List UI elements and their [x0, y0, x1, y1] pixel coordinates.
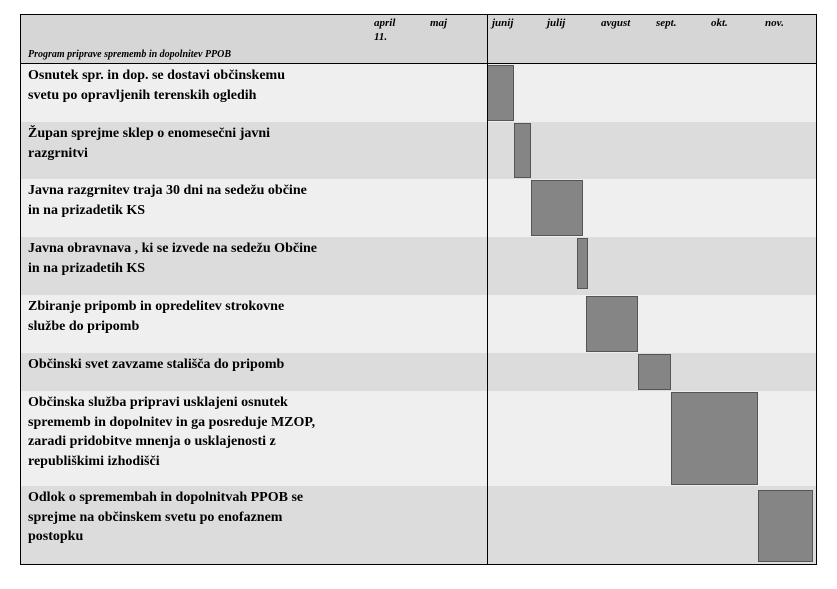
task-bar [638, 354, 671, 390]
month-label-okt: okt. [711, 17, 728, 29]
task-bar [577, 238, 588, 289]
task-row [21, 237, 816, 295]
task-row [21, 295, 816, 353]
timeline-divider [487, 15, 488, 564]
april-day-label: 11. [374, 31, 388, 43]
task-row [21, 391, 816, 486]
task-label-line: Občinski svet zavzame stališča do pripomb [28, 357, 285, 372]
task-label-line: Zbiranje pripomb in opredelitev strokovne [28, 299, 285, 314]
chart-header [21, 15, 816, 64]
task-label [28, 488, 478, 547]
task-label-line: sprememb in dopolnitev in ga posreduje MZOP, [28, 414, 316, 430]
task-label [28, 66, 478, 105]
month-label-sept: sept. [656, 17, 677, 29]
month-label-nov: nov. [765, 17, 784, 29]
task-bar [487, 65, 514, 121]
month-label-julij: julij [547, 17, 566, 29]
task-label [28, 355, 478, 375]
task-label-line: razgrnitvi [28, 145, 88, 161]
task-row [21, 353, 816, 391]
task-bar [758, 490, 813, 562]
task-label-line: Župan sprejme sklep o enomesečni javni [28, 126, 271, 141]
task-label-line: Odlok o spremembah in dopolnitvah PPOB se [28, 490, 304, 505]
task-row [21, 64, 816, 122]
task-bar [531, 180, 583, 236]
task-label-line: zaradi pridobitve mnenja o usklajenosti z [28, 434, 276, 449]
task-label [28, 239, 478, 278]
task-label [28, 297, 478, 336]
month-label-maj: maj [430, 17, 448, 29]
task-label-line: Javna obravnava , ki se izvede na sedežu Občine [28, 241, 317, 256]
task-bar [671, 392, 759, 485]
task-label-line: in na prizadetih KS [28, 260, 146, 276]
task-label-line: in na prizadetik KS [28, 202, 146, 218]
task-row [21, 179, 816, 237]
task-row [21, 122, 816, 179]
task-label-line: postopku [28, 529, 84, 544]
task-label [28, 181, 478, 220]
month-label-april: april [374, 17, 396, 29]
task-label-line: sprejme na občinskem svetu po enofaznem [28, 509, 283, 525]
task-label-line: Občinska služba pripravi usklajeni osnutek [28, 395, 288, 410]
task-label [28, 124, 478, 163]
task-bar [514, 123, 530, 178]
task-label-line: Javna razgrnitev traja 30 dni na sedežu občine [28, 183, 307, 198]
month-label-avgust: avgust [601, 17, 631, 29]
task-bar [586, 296, 638, 352]
month-label-junij: junij [492, 17, 514, 29]
gantt-chart [20, 14, 817, 565]
task-label-line: svetu po opravljenih terenskih ogledih [28, 87, 257, 103]
program-title: Program priprave sprememb in dopolnitev PPOB [28, 49, 232, 60]
task-label-line: republiškimi izhodišči [28, 453, 160, 469]
task-label-line: Osnutek spr. in dop. se dostavi občinskemu [28, 68, 286, 83]
task-row [21, 486, 816, 564]
task-label [28, 393, 478, 471]
task-label-line: službe do pripomb [28, 318, 140, 334]
